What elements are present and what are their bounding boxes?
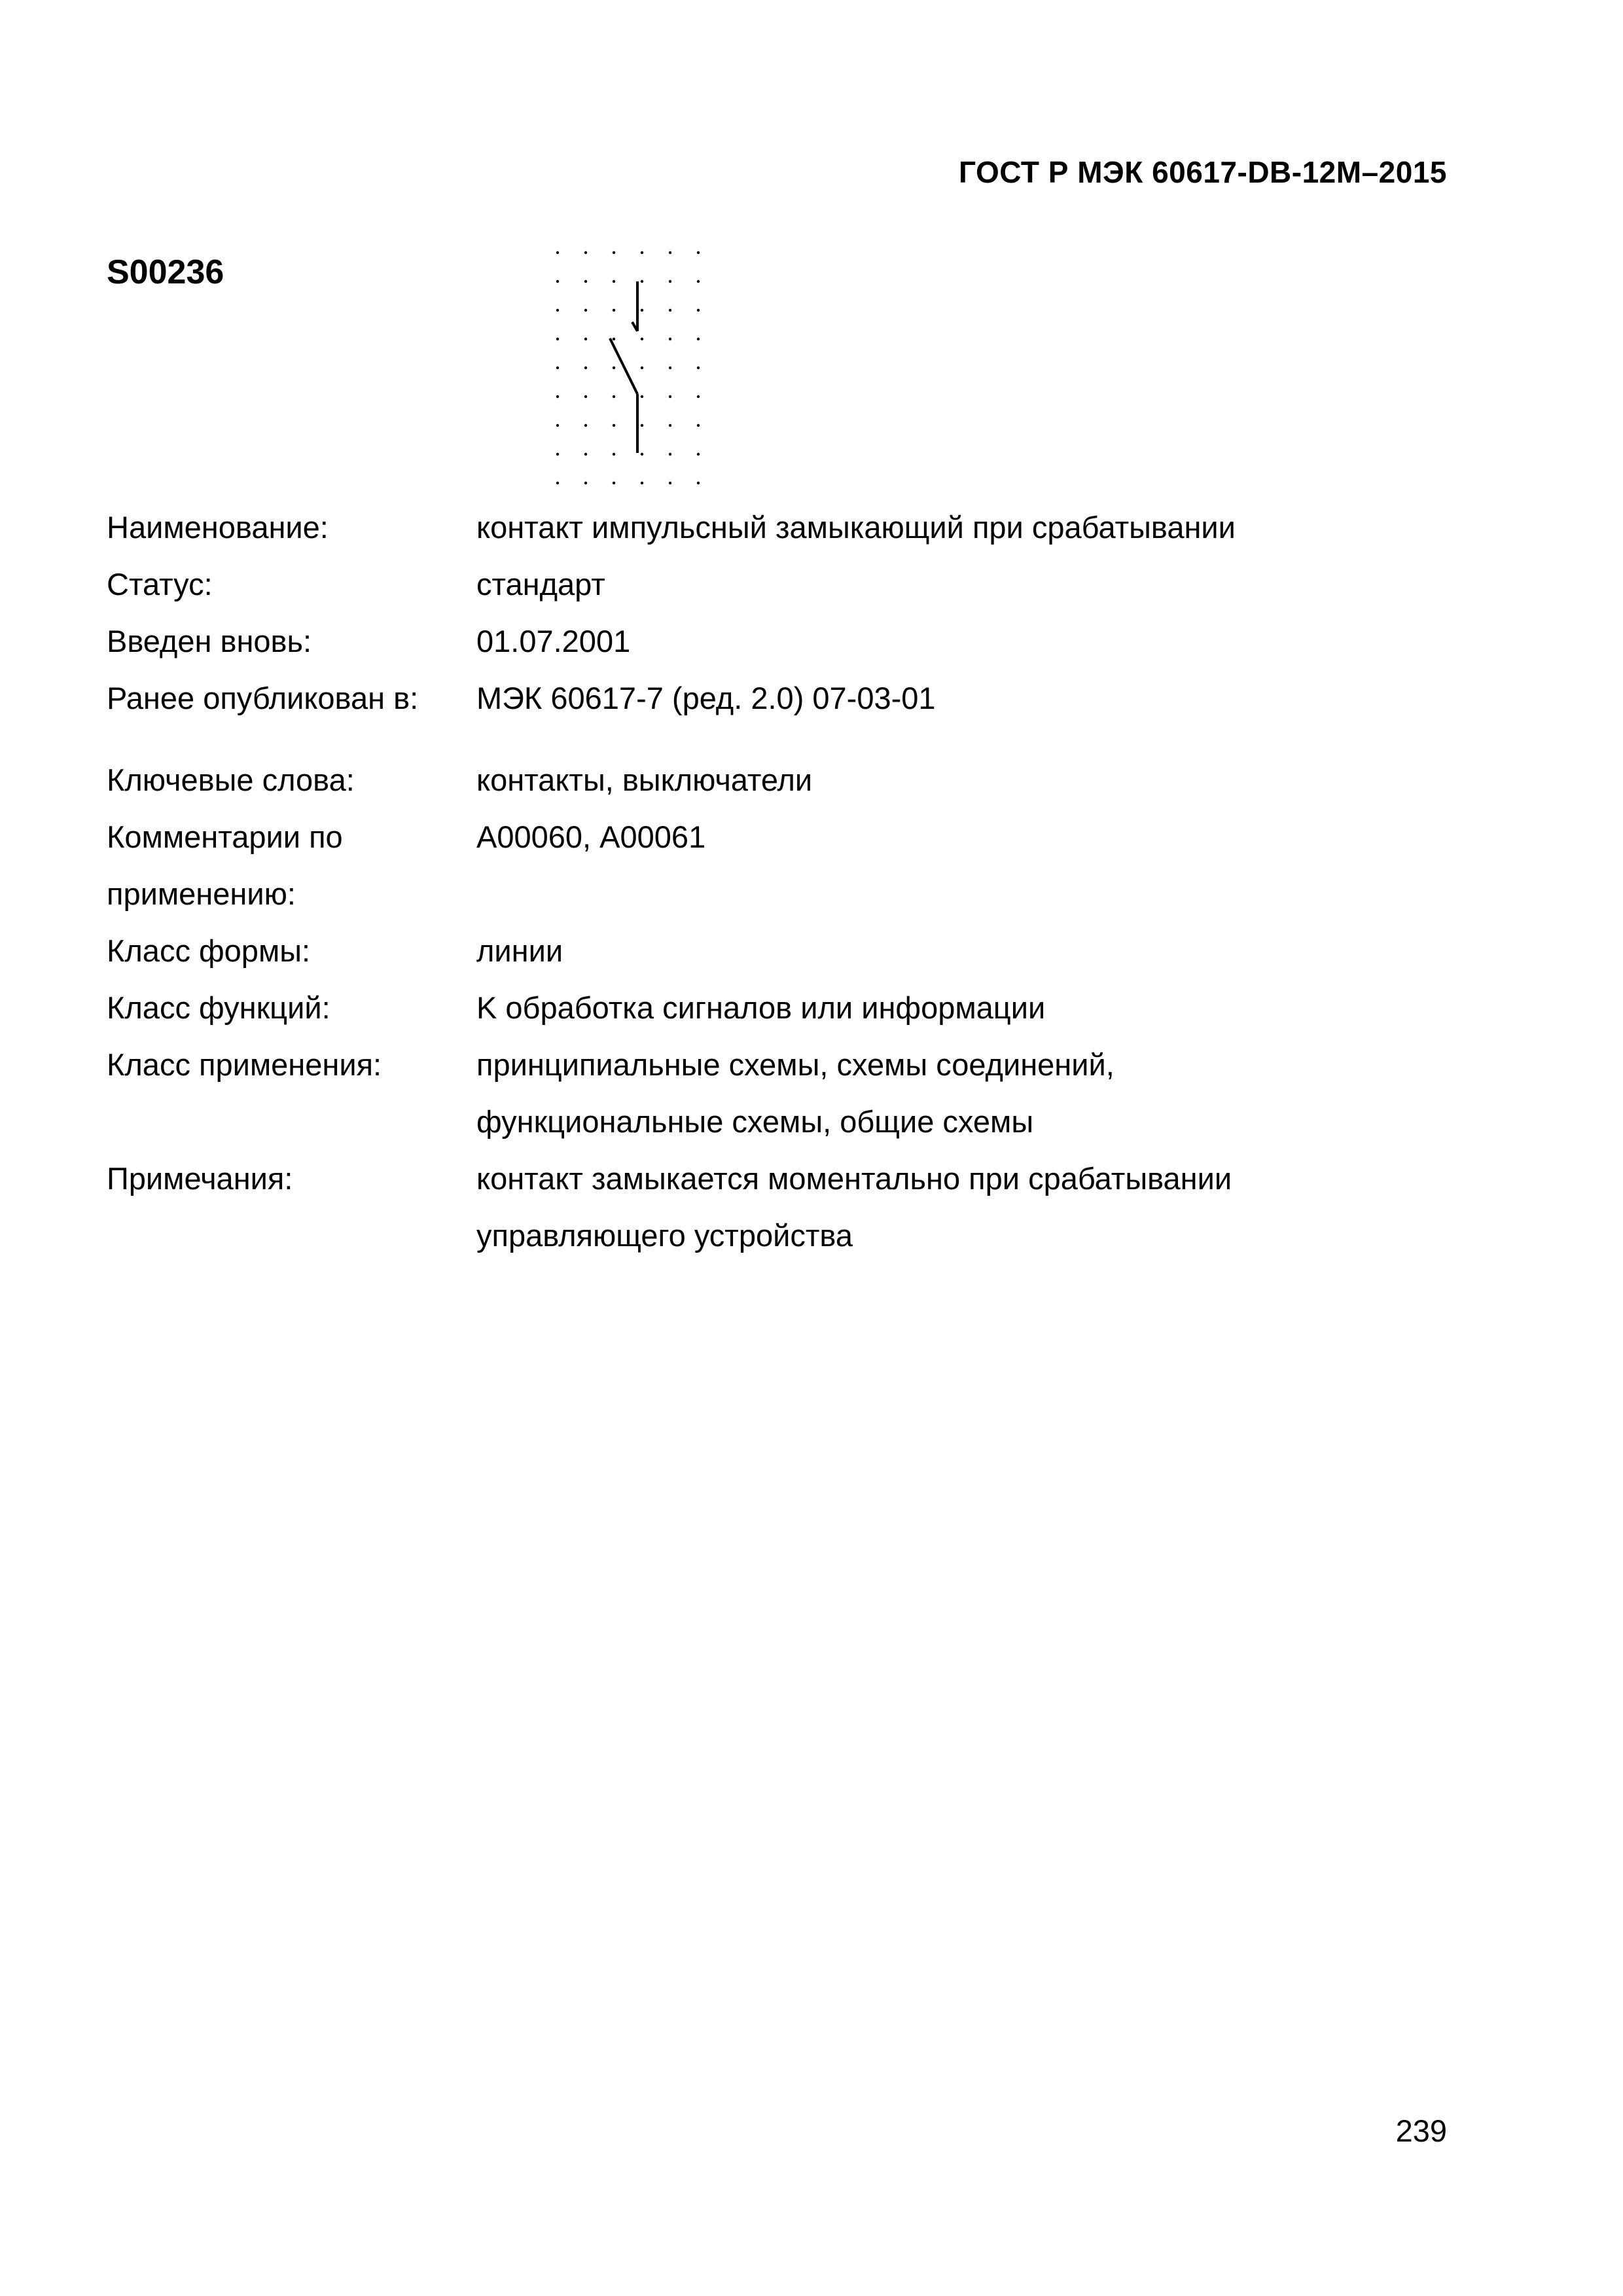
grid-dot: [697, 395, 700, 398]
grid-dot: [697, 453, 700, 456]
field-row-introduced: [107, 613, 1481, 670]
field-value: А00060, А00061: [476, 819, 706, 854]
grid-dot: [556, 424, 559, 427]
grid-dot: [556, 395, 559, 398]
grid-dot: [697, 482, 700, 484]
field-label: Класс применения:: [107, 1047, 382, 1082]
grid-dot: [669, 251, 671, 254]
grid-dot: [697, 309, 700, 312]
grid-dot: [641, 395, 643, 398]
field-label: Ключевые слова:: [107, 762, 355, 797]
grid-dot: [641, 482, 643, 484]
grid-dot: [556, 338, 559, 340]
grid-dot: [669, 453, 671, 456]
field-row-function-class: [107, 979, 1481, 1036]
grid-dot: [584, 453, 587, 456]
field-value: K обработка сигналов или информации: [476, 990, 1046, 1025]
field-value: контакт импульсный замыкающий при срабатывании: [476, 510, 1236, 545]
grid-dot: [641, 338, 643, 340]
grid-dot: [641, 309, 643, 312]
field-label: Введен вновь:: [107, 624, 312, 658]
field-value: линии: [476, 933, 563, 968]
field-row-notes: [107, 1150, 1481, 1264]
grid-dot: [697, 367, 700, 369]
grid-dot: [584, 395, 587, 398]
grid-dot: [613, 251, 615, 254]
symbol-code: S00236: [107, 253, 224, 291]
grid-dot: [556, 309, 559, 312]
field-row-status: [107, 556, 1481, 613]
grid-dot: [669, 424, 671, 427]
grid-dot: [697, 280, 700, 283]
grid-dot: [641, 251, 643, 254]
field-value: принципиальные схемы, схемы соединений, функциональные схемы, общие схемы: [476, 1047, 1115, 1139]
grid-dot: [697, 424, 700, 427]
grid-dot: [556, 453, 559, 456]
grid-dot: [556, 251, 559, 254]
impulse-make-contact-icon: [543, 242, 713, 501]
grid-dot: [584, 367, 587, 369]
grid-dot: [613, 482, 615, 484]
grid-dot: [669, 482, 671, 484]
field-value: 01.07.2001: [476, 624, 631, 658]
grid-dot: [584, 280, 587, 283]
grid-dot: [613, 395, 615, 398]
grid-dot: [584, 338, 587, 340]
field-label: Класс функций:: [107, 990, 330, 1025]
grid-dot: [556, 280, 559, 283]
grid-dot: [613, 309, 615, 312]
grid-dot: [641, 453, 643, 456]
grid-dot: [613, 367, 615, 369]
field-label: Наименование:: [107, 510, 329, 545]
contact-blade: [610, 338, 637, 394]
grid-dot: [641, 424, 643, 427]
grid-dot: [613, 424, 615, 427]
grid-dot: [641, 367, 643, 369]
field-label: Комментарии по применению:: [107, 819, 343, 911]
field-label: Класс формы:: [107, 933, 311, 968]
grid-dot: [669, 395, 671, 398]
grid-dot: [556, 367, 559, 369]
page-number: 239: [1395, 2113, 1447, 2148]
grid-dot: [669, 280, 671, 283]
grid-dot: [613, 338, 615, 340]
field-row-keywords: [107, 751, 1481, 808]
field-value: контакт замыкается моментально при срабатывании управляющего устройства: [476, 1161, 1232, 1253]
standard-designation: ГОСТ Р МЭК 60617-DB-12M–2015: [959, 155, 1447, 189]
field-label: Статус:: [107, 567, 213, 601]
grid-dot: [584, 482, 587, 484]
grid-dot: [641, 280, 643, 283]
grid-dot: [697, 338, 700, 340]
grid-dot: [584, 251, 587, 254]
field-label: Ранее опубликован в:: [107, 681, 419, 715]
grid-dot: [669, 338, 671, 340]
grid-dot: [584, 309, 587, 312]
field-value: контакты, выключатели: [476, 762, 813, 797]
grid-dot: [697, 251, 700, 254]
grid-dot: [584, 424, 587, 427]
field-label: Примечания:: [107, 1161, 293, 1196]
grid-dot: [669, 309, 671, 312]
grid-dot: [613, 453, 615, 456]
field-row-application-comments: [107, 808, 1481, 922]
field-row-form-class: [107, 922, 1481, 979]
grid-dot: [669, 367, 671, 369]
grid-dot: [556, 482, 559, 484]
field-row-name: [107, 499, 1481, 556]
grid-dot: [613, 280, 615, 283]
field-row-previously-published: [107, 670, 1481, 726]
field-row-application-class: [107, 1036, 1481, 1150]
field-value: МЭК 60617-7 (ред. 2.0) 07-03-01: [476, 681, 936, 715]
field-value: стандарт: [476, 567, 605, 601]
